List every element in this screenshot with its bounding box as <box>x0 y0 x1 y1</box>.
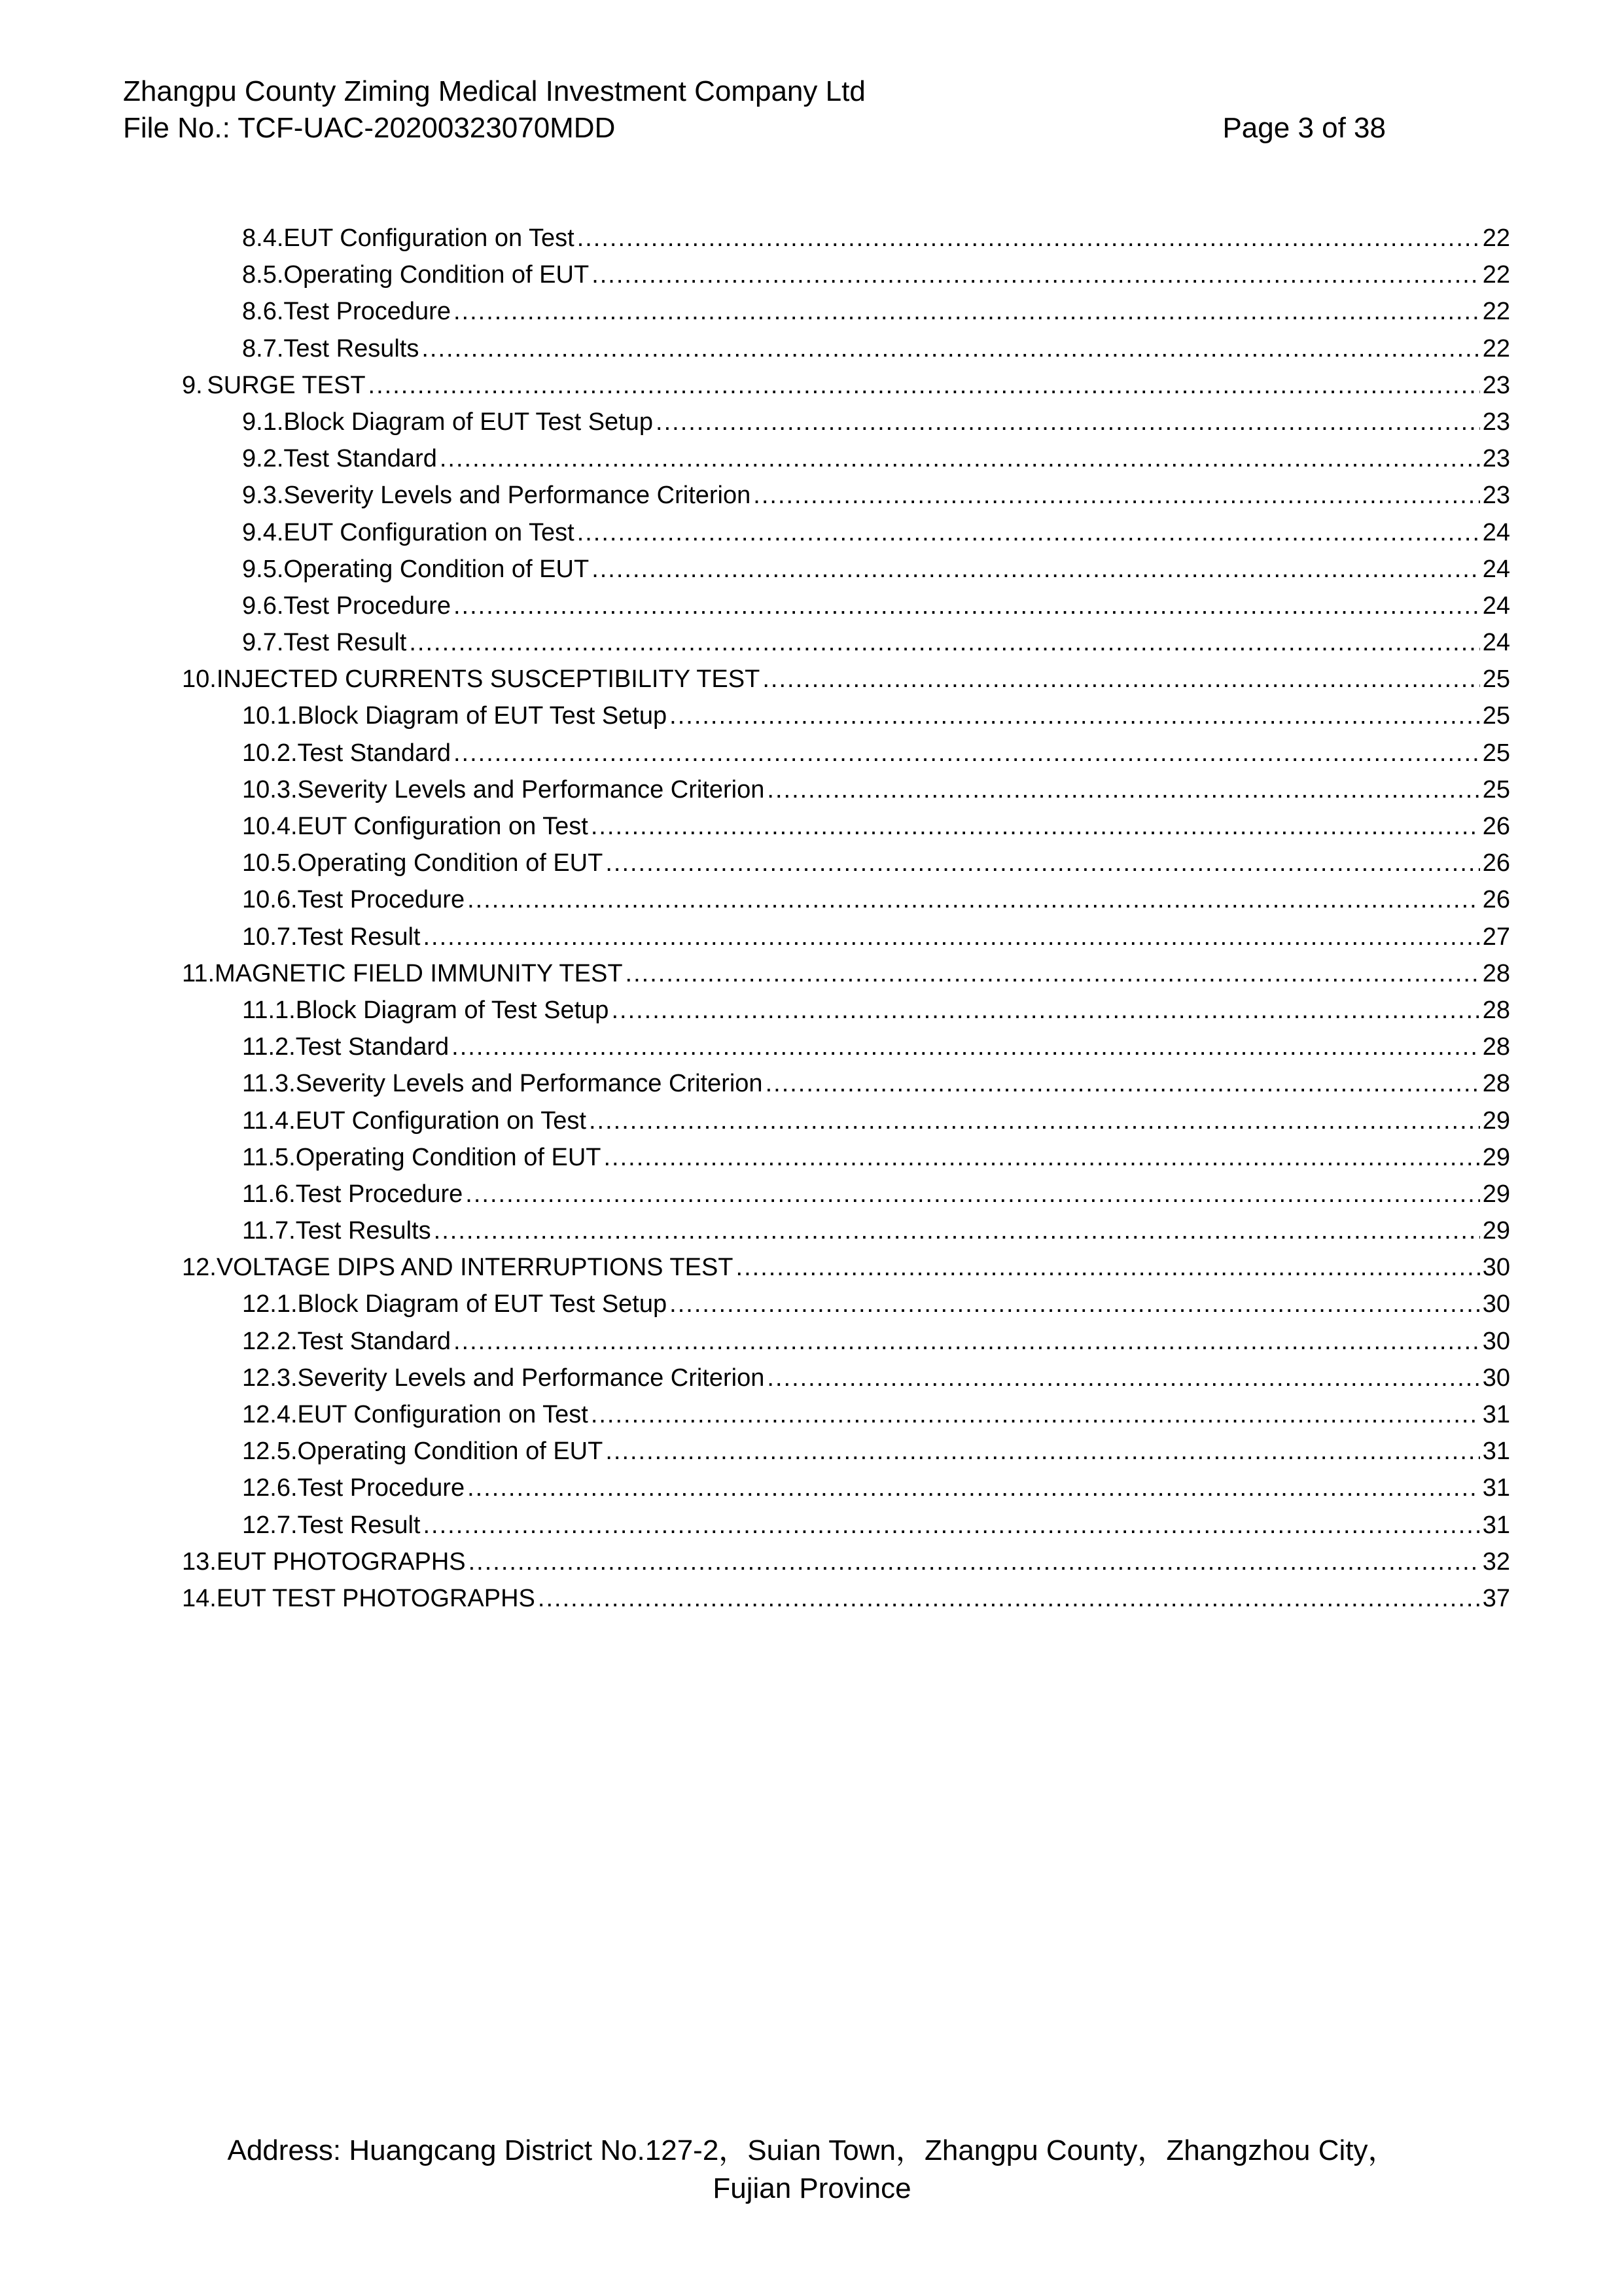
toc-entry-page: 32 <box>1482 1547 1510 1576</box>
toc-entry-title: 12.5.Operating Condition of EUT <box>242 1438 603 1466</box>
toc-entry[interactable] <box>182 477 1510 514</box>
toc-entry-title: 11.3.Severity Levels and Performance Criterion <box>242 1070 763 1098</box>
toc-entry[interactable] <box>182 293 1510 330</box>
toc-entry-title: 8.6.Test Procedure <box>242 298 451 326</box>
toc-entry-page: 31 <box>1482 1438 1510 1466</box>
toc-entry[interactable] <box>182 1065 1510 1102</box>
toc-entry[interactable] <box>182 808 1510 845</box>
toc-entry-page: 30 <box>1482 1290 1510 1318</box>
toc-entry-page: 22 <box>1482 298 1510 326</box>
toc-entry-title: 12.4.EUT Configuration on Test <box>242 1401 588 1428</box>
toc-leader-dots <box>453 1323 1480 1360</box>
toc-leader-dots <box>453 588 1480 624</box>
toc-entry-page: 29 <box>1482 1106 1510 1135</box>
toc-entry-title: 8.5.Operating Condition of EUT <box>242 261 590 289</box>
toc-entry[interactable] <box>182 440 1510 477</box>
toc-entry[interactable] <box>182 1580 1510 1617</box>
toc-entry[interactable] <box>182 1212 1510 1249</box>
toc-entry-page: 26 <box>1482 886 1510 914</box>
toc-entry-page: 24 <box>1482 518 1510 546</box>
toc-entry-page: 31 <box>1482 1511 1510 1539</box>
page-number: Page 3 of 38 <box>1222 112 1386 144</box>
toc-entry-title: 9.2.Test Standard <box>242 445 437 473</box>
toc-entry[interactable] <box>182 624 1510 661</box>
toc-leader-dots <box>577 514 1480 551</box>
toc-leader-dots <box>577 220 1480 256</box>
toc-entry[interactable] <box>182 661 1510 698</box>
toc-entry-page: 26 <box>1482 813 1510 840</box>
toc-leader-dots <box>766 1065 1480 1102</box>
file-number: File No.: TCF-UAC-20200323070MDD <box>123 112 616 144</box>
toc-leader-dots <box>434 1212 1480 1249</box>
toc-entry-page: 23 <box>1482 408 1510 436</box>
header-file-row <box>123 110 1399 147</box>
toc-entry[interactable] <box>182 735 1510 771</box>
toc-entry-page: 24 <box>1482 629 1510 657</box>
toc-entry-page: 28 <box>1482 996 1510 1024</box>
footer-address-line2: Fujian Province <box>713 2172 911 2204</box>
toc-leader-dots <box>467 1470 1480 1506</box>
toc-entry[interactable] <box>182 1029 1510 1065</box>
toc-entry-page: 30 <box>1482 1364 1510 1392</box>
toc-entry-page: 28 <box>1482 1070 1510 1098</box>
toc-entry-page: 25 <box>1482 702 1510 730</box>
toc-entry-title: 10.4.EUT Configuration on Test <box>242 813 588 840</box>
toc-entry-title: 12.3.Severity Levels and Performance Criterion <box>242 1364 765 1392</box>
toc-leader-dots <box>409 624 1479 661</box>
company-name: Zhangpu County Ziming Medical Investment Company Ltd <box>123 75 866 107</box>
toc-entry[interactable] <box>182 1249 1510 1286</box>
toc-entry-title: 11.4.EUT Configuration on Test <box>242 1106 586 1135</box>
toc-entry-title: 10.INJECTED CURRENTS SUSCEPTIBILITY TEST <box>182 665 760 694</box>
toc-entry-page: 23 <box>1482 371 1510 399</box>
toc-entry[interactable] <box>182 1103 1510 1139</box>
toc-entry-title: 11.6.Test Procedure <box>242 1180 463 1208</box>
toc-leader-dots <box>591 256 1480 293</box>
toc-entry-title: 10.2.Test Standard <box>242 739 451 767</box>
toc-leader-dots <box>767 771 1479 808</box>
toc-entry-page: 25 <box>1482 739 1510 767</box>
toc-entry[interactable] <box>182 1433 1510 1470</box>
toc-entry-page: 22 <box>1482 224 1510 252</box>
toc-entry[interactable] <box>182 551 1510 588</box>
toc-entry-title: 11.7.Test Results <box>242 1217 431 1245</box>
toc-leader-dots <box>538 1580 1480 1617</box>
toc-entry-title: 11.2.Test Standard <box>242 1033 450 1061</box>
toc-entry[interactable] <box>182 404 1510 440</box>
header-company-row <box>123 73 1399 110</box>
toc-leader-dots <box>368 367 1480 404</box>
toc-entry-page: 28 <box>1482 1033 1510 1061</box>
toc-leader-dots <box>605 1433 1479 1470</box>
toc-entry-title: 9.7.Test Result <box>242 629 407 657</box>
page-footer <box>0 2132 1624 2208</box>
toc-entry-title: 11.MAGNETIC FIELD IMMUNITY TEST <box>182 959 623 987</box>
toc-entry-title: 9.6.Test Procedure <box>242 592 451 620</box>
toc-entry-title: 10.1.Block Diagram of EUT Test Setup <box>242 702 667 730</box>
toc-leader-dots <box>440 440 1480 477</box>
toc-entry-title: 11.1.Block Diagram of Test Setup <box>242 996 609 1024</box>
toc-entry-title: 9.3.Severity Levels and Performance Criterion <box>242 482 751 510</box>
toc-entry-title: 8.4.EUT Configuration on Test <box>242 224 574 252</box>
toc-entry-page: 37 <box>1482 1584 1510 1612</box>
toc-entry[interactable] <box>182 698 1510 734</box>
toc-entry-page: 29 <box>1482 1143 1510 1171</box>
toc-entry-page: 30 <box>1482 1254 1510 1282</box>
toc-entry-title: 10.6.Test Procedure <box>242 886 465 914</box>
toc-entry-page: 28 <box>1482 959 1510 987</box>
toc-entry-title: 12.1.Block Diagram of EUT Test Setup <box>242 1290 667 1318</box>
toc-leader-dots <box>604 1139 1480 1176</box>
toc-entry-page: 29 <box>1482 1217 1510 1245</box>
toc-entry-page: 31 <box>1482 1474 1510 1502</box>
toc-entry[interactable] <box>182 256 1510 293</box>
toc-entry-title: 12.6.Test Procedure <box>242 1474 465 1502</box>
toc-entry[interactable] <box>182 1360 1510 1396</box>
toc-entry-page: 24 <box>1482 555 1510 583</box>
page-header <box>123 73 1399 147</box>
toc-entry-title: 12.VOLTAGE DIPS AND INTERRUPTIONS TEST <box>182 1254 733 1282</box>
toc-leader-dots <box>421 330 1479 367</box>
toc-leader-dots <box>423 919 1479 955</box>
toc-entry-page: 30 <box>1482 1327 1510 1355</box>
toc-entry-title: 12.2.Test Standard <box>242 1327 451 1355</box>
toc-entry-title: 8.7.Test Results <box>242 334 419 362</box>
toc-entry[interactable] <box>182 919 1510 955</box>
toc-leader-dots <box>736 1249 1480 1286</box>
table-of-contents <box>182 220 1510 1617</box>
toc-leader-dots <box>423 1507 1479 1544</box>
toc-entry-page: 22 <box>1482 261 1510 289</box>
toc-leader-dots <box>589 1103 1480 1139</box>
toc-entry-page: 31 <box>1482 1401 1510 1428</box>
toc-entry-title: 14.EUT TEST PHOTOGRAPHS <box>182 1584 535 1612</box>
toc-entry[interactable] <box>182 220 1510 256</box>
toc-entry[interactable] <box>182 367 1510 404</box>
toc-entry-title: 9.4.EUT Configuration on Test <box>242 518 574 546</box>
toc-entry-number: 9. <box>182 371 203 399</box>
toc-entry[interactable] <box>182 881 1510 918</box>
toc-entry-page: 22 <box>1482 334 1510 362</box>
toc-leader-dots <box>451 1029 1480 1065</box>
toc-entry[interactable] <box>182 992 1510 1029</box>
toc-entry-title: 9.1.Block Diagram of EUT Test Setup <box>242 408 654 436</box>
toc-leader-dots <box>626 955 1480 992</box>
toc-entry-title: 12.7.Test Result <box>242 1511 421 1539</box>
toc-entry[interactable] <box>182 1507 1510 1544</box>
toc-entry[interactable] <box>182 1323 1510 1360</box>
toc-leader-dots <box>468 1544 1480 1580</box>
toc-leader-dots <box>465 1176 1479 1212</box>
toc-leader-dots <box>453 293 1480 330</box>
toc-leader-dots <box>591 551 1480 588</box>
toc-entry-page: 25 <box>1482 775 1510 804</box>
toc-entry-page: 25 <box>1482 665 1510 694</box>
footer-address-line1: Address: Huangcang District No.127-2，Suian Town，Zhangpu County，Zhangzhou City， <box>227 2134 1397 2166</box>
toc-entry-title: 9.5.Operating Condition of EUT <box>242 555 590 583</box>
toc-entry[interactable] <box>182 1544 1510 1580</box>
toc-entry[interactable] <box>182 588 1510 624</box>
toc-entry-title: 10.3.Severity Levels and Performance Criterion <box>242 775 765 804</box>
toc-entry-page: 29 <box>1482 1180 1510 1208</box>
toc-leader-dots <box>453 735 1480 771</box>
toc-leader-dots <box>767 1360 1479 1396</box>
toc-entry-page: 27 <box>1482 923 1510 951</box>
toc-leader-dots <box>669 1286 1480 1322</box>
toc-entry[interactable] <box>182 1286 1510 1322</box>
toc-entry-title: 10.5.Operating Condition of EUT <box>242 849 603 877</box>
toc-entry-page: 23 <box>1482 445 1510 473</box>
toc-leader-dots <box>591 808 1480 845</box>
toc-leader-dots <box>611 992 1479 1029</box>
toc-entry-page: 26 <box>1482 849 1510 877</box>
toc-leader-dots <box>605 845 1479 881</box>
toc-entry[interactable] <box>182 1139 1510 1176</box>
toc-entry[interactable] <box>182 845 1510 881</box>
toc-entry-title: SURGE TEST <box>207 371 366 399</box>
toc-entry-page: 23 <box>1482 482 1510 510</box>
toc-leader-dots <box>467 881 1480 918</box>
toc-entry[interactable] <box>182 955 1510 992</box>
toc-entry[interactable] <box>182 1470 1510 1506</box>
toc-entry[interactable] <box>182 514 1510 551</box>
toc-entry[interactable] <box>182 1176 1510 1212</box>
toc-leader-dots <box>762 661 1479 698</box>
toc-entry[interactable] <box>182 771 1510 808</box>
toc-entry[interactable] <box>182 330 1510 367</box>
toc-leader-dots <box>656 404 1480 440</box>
toc-entry-title: 11.5.Operating Condition of EUT <box>242 1143 601 1171</box>
toc-entry-page: 24 <box>1482 592 1510 620</box>
toc-leader-dots <box>591 1396 1480 1433</box>
toc-leader-dots <box>669 698 1480 734</box>
toc-entry-title: 10.7.Test Result <box>242 923 421 951</box>
toc-entry[interactable] <box>182 1396 1510 1433</box>
toc-leader-dots <box>753 477 1479 514</box>
toc-entry-title: 13.EUT PHOTOGRAPHS <box>182 1547 466 1576</box>
